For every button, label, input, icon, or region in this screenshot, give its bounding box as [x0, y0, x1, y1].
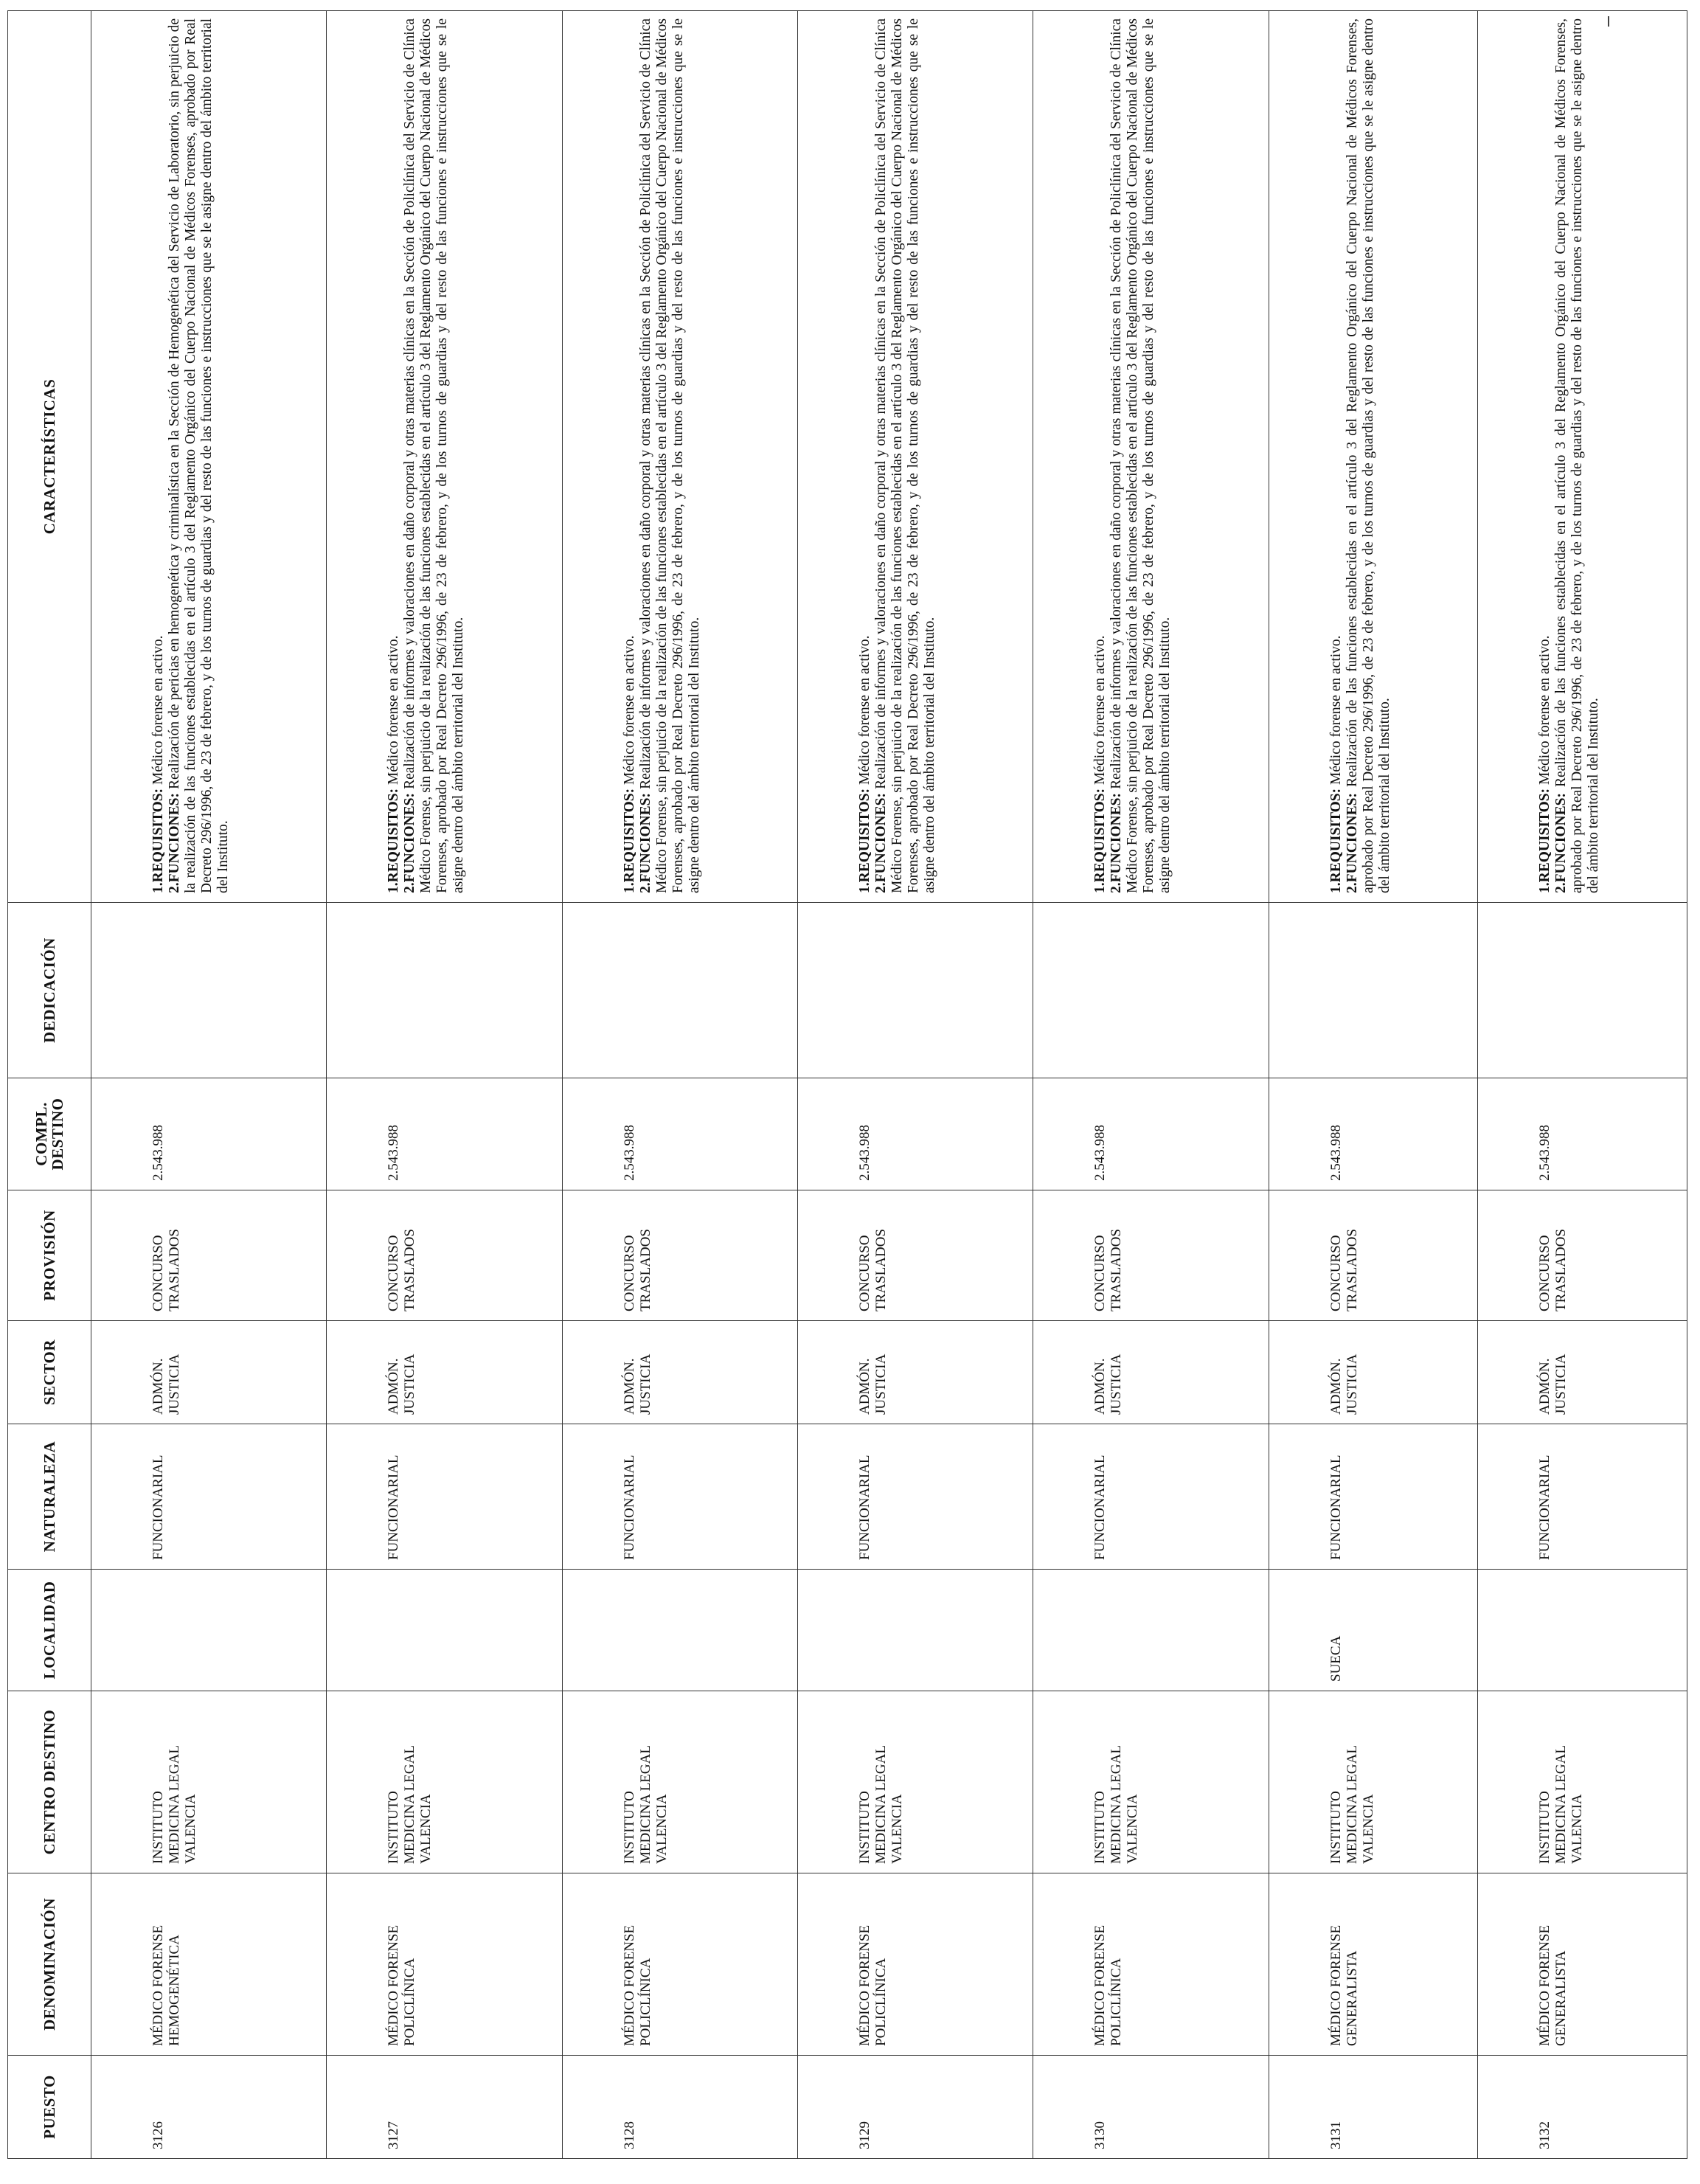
naturaleza-cell: FUNCIONARIAL [1033, 1424, 1269, 1570]
provision-cell: CONCURSO TRASLADOS [1478, 1190, 1687, 1321]
funciones-label: 2.FUNCIONES: [1553, 793, 1569, 893]
dedicacion-cell [797, 903, 1033, 1078]
dedicacion-cell [1033, 903, 1269, 1078]
dedicacion-cell [1269, 903, 1478, 1078]
provision-cell: CONCURSO TRASLADOS [797, 1190, 1033, 1321]
requisitos-label: 1.REQUISITOS: [1092, 788, 1109, 893]
compl-destino-cell: 2.543.988 [1033, 1078, 1269, 1190]
header-denominacion: DENOMINACIÓN [8, 1873, 91, 2056]
header-puesto: PUESTO [8, 2056, 91, 2159]
requisitos-label: 1.REQUISITOS: [1537, 788, 1553, 893]
centro-destino-cell: INSTITUTO MEDICINA LEGAL VALENCIA [327, 1691, 562, 1873]
localidad-cell [1478, 1570, 1687, 1691]
funciones-label: 2.FUNCIONES: [1344, 793, 1360, 893]
header-caracteristicas: CARACTERÍSTICAS [8, 11, 91, 903]
localidad-cell [327, 1570, 562, 1691]
header-dedicacion: DEDICACIÓN [8, 903, 91, 1078]
sector-cell: ADMÓN. JUSTICIA [797, 1321, 1033, 1424]
puesto-cell: 3129 [797, 2056, 1033, 2159]
funciones-text: Realización de informes y valoraciones en daño corporal y otras materias clínicas en la Sección de Policlínica del Servicio de Clínica Médico Forense, sin perjuicio de la realización de las funciones establecidas en el artículo 3 del Reglamento Orgánico del Cuerpo Nacional de Médicos Forenses, aprobado por Real Decreto 296/1996, de 23 de febrero, y de los turnos de guardias y del resto de las funciones e instrucciones que se le asigne dentro del ámbito territorial del Instituto. [872, 18, 937, 893]
sector-cell: ADMÓN. JUSTICIA [1033, 1321, 1269, 1424]
job-positions-table [7, 10, 1687, 2159]
requisitos-line [1328, 18, 1345, 893]
table-row [1269, 11, 1478, 2159]
funciones-text: Realización de las funciones establecidas en el artículo 3 del Reglamento Orgánico del Cuerpo Nacional de Médicos Forenses, aprobado por Real Decreto 296/1996, de 23 de febrero, y de los turnos de guardias y del resto de las funciones e instrucciones que se le asigne dentro del ámbito territorial del Instituto. [1553, 18, 1602, 893]
dedicacion-cell [91, 903, 327, 1078]
localidad-cell [797, 1570, 1033, 1691]
requisitos-text: Médico forense en activo. [621, 635, 637, 788]
caracteristicas-cell [1478, 11, 1687, 903]
header-localidad: LOCALIDAD [8, 1570, 91, 1691]
centro-destino-cell: INSTITUTO MEDICINA LEGAL VALENCIA [562, 1691, 797, 1873]
denominacion-cell: MÉDICO FORENSE POLICLÍNICA [327, 1873, 562, 2056]
puesto-cell: 3126 [91, 2056, 327, 2159]
funciones-label: 2.FUNCIONES: [402, 793, 418, 893]
funciones-label: 2.FUNCIONES: [167, 793, 182, 893]
provision-cell: CONCURSO TRASLADOS [327, 1190, 562, 1321]
funciones-label: 2.FUNCIONES: [872, 793, 889, 893]
sector-cell: ADMÓN. JUSTICIA [327, 1321, 562, 1424]
funciones-text: Realización de informes y valoraciones en daño corporal y otras materias clínicas en la Sección de Policlínica del Servicio de Clínica Médico Forense, sin perjuicio de la realización de las funciones establecidas en el artículo 3 del Reglamento Orgánico del Cuerpo Nacional de Médicos Forenses, aprobado por Real Decreto 296/1996, de 23 de febrero, y de los turnos de guardias y del resto de las funciones e instrucciones que se le asigne dentro del ámbito territorial del Instituto. [402, 18, 467, 893]
requisitos-line [150, 18, 167, 893]
requisitos-label: 1.REQUISITOS: [150, 788, 166, 893]
centro-destino-cell: INSTITUTO MEDICINA LEGAL VALENCIA [1269, 1691, 1478, 1873]
requisitos-label: 1.REQUISITOS: [621, 788, 637, 893]
localidad-cell [1033, 1570, 1269, 1691]
requisitos-line [386, 18, 402, 893]
requisitos-label: 1.REQUISITOS: [856, 788, 872, 893]
localidad-cell [91, 1570, 327, 1691]
requisitos-text: Médico forense en activo. [1537, 635, 1553, 788]
requisitos-line [622, 18, 638, 893]
naturaleza-cell: FUNCIONARIAL [562, 1424, 797, 1570]
caracteristicas-cell [327, 11, 562, 903]
compl-destino-cell: 2.543.988 [1478, 1078, 1687, 1190]
requisitos-label: 1.REQUISITOS: [1328, 788, 1344, 893]
funciones-text: Realización de las funciones establecidas en el artículo 3 del Reglamento Orgánico del Cuerpo Nacional de Médicos Forenses, aprobado por Real Decreto 296/1996, de 23 de febrero, y de los turnos de guardias y del resto de las funciones e instrucciones que se le asigne dentro del ámbito territorial del Instituto. [1344, 18, 1392, 893]
funciones-text: Realización de informes y valoraciones en daño corporal y otras materias clínicas en la Sección de Policlínica del Servicio de Clínica Médico Forense, sin perjuicio de la realización de las funciones establecidas en el artículo 3 del Reglamento Orgánico del Cuerpo Nacional de Médicos Forenses, aprobado por Real Decreto 296/1996, de 23 de febrero, y de los turnos de guardias y del resto de las funciones e instrucciones que se le asigne dentro del ámbito territorial del Instituto. [637, 18, 702, 893]
margin-mark [1608, 16, 1609, 27]
naturaleza-cell: FUNCIONARIAL [1269, 1424, 1478, 1570]
dedicacion-cell [562, 903, 797, 1078]
compl-destino-cell: 2.543.988 [327, 1078, 562, 1190]
funciones-label: 2.FUNCIONES: [1109, 793, 1125, 893]
centro-destino-cell: INSTITUTO MEDICINA LEGAL VALENCIA [91, 1691, 327, 1873]
table-row [1478, 11, 1687, 2159]
puesto-cell: 3128 [562, 2056, 797, 2159]
denominacion-cell: MÉDICO FORENSE GENERALISTA [1269, 1873, 1478, 2056]
table-row [1033, 11, 1269, 2159]
funciones-line [1553, 18, 1602, 893]
requisitos-text: Médico forense en activo. [1092, 635, 1109, 788]
header-row [8, 11, 91, 2159]
header-compl-destino: COMPL. DESTINO [8, 1078, 91, 1190]
header-sector: SECTOR [8, 1321, 91, 1424]
sector-cell: ADMÓN. JUSTICIA [1478, 1321, 1687, 1424]
funciones-label: 2.FUNCIONES: [637, 793, 653, 893]
puesto-cell: 3131 [1269, 2056, 1478, 2159]
table-body [91, 11, 1687, 2159]
sector-cell: ADMÓN. JUSTICIA [1269, 1321, 1478, 1424]
denominacion-cell: MÉDICO FORENSE GENERALISTA [1478, 1873, 1687, 2056]
provision-cell: CONCURSO TRASLADOS [91, 1190, 327, 1321]
naturaleza-cell: FUNCIONARIAL [1478, 1424, 1687, 1570]
naturaleza-cell: FUNCIONARIAL [91, 1424, 327, 1570]
denominacion-cell: MÉDICO FORENSE POLICLÍNICA [797, 1873, 1033, 2056]
compl-destino-cell: 2.543.988 [91, 1078, 327, 1190]
centro-destino-cell: INSTITUTO MEDICINA LEGAL VALENCIA [1033, 1691, 1269, 1873]
funciones-line [638, 18, 703, 893]
table-row [91, 11, 327, 2159]
requisitos-text: Médico forense en activo. [1328, 635, 1344, 788]
denominacion-cell: MÉDICO FORENSE POLICLÍNICA [562, 1873, 797, 2056]
header-provision: PROVISIÓN [8, 1190, 91, 1321]
provision-cell: CONCURSO TRASLADOS [1269, 1190, 1478, 1321]
denominacion-cell: MÉDICO FORENSE HEMOGENÉTICA [91, 1873, 327, 2056]
funciones-line [1345, 18, 1393, 893]
compl-destino-cell: 2.543.988 [797, 1078, 1033, 1190]
table-row [327, 11, 562, 2159]
funciones-line [873, 18, 938, 893]
requisitos-line [857, 18, 873, 893]
funciones-line [402, 18, 467, 893]
requisitos-line [1092, 18, 1109, 893]
naturaleza-cell: FUNCIONARIAL [797, 1424, 1033, 1570]
localidad-cell [562, 1570, 797, 1691]
table-row [797, 11, 1033, 2159]
funciones-text: Realización de informes y valoraciones en daño corporal y otras materias clínicas en la Sección de Policlínica del Servicio de Clínica Médico Forense, sin perjuicio de la realización de las funciones establecidas en el artículo 3 del Reglamento Orgánico del Cuerpo Nacional de Médicos Forenses, aprobado por Real Decreto 296/1996, de 23 de febrero, y de los turnos de guardias y del resto de las funciones e instrucciones que se le asigne dentro del ámbito territorial del Instituto. [1109, 18, 1173, 893]
provision-cell: CONCURSO TRASLADOS [562, 1190, 797, 1321]
compl-destino-cell: 2.543.988 [562, 1078, 797, 1190]
puesto-cell: 3130 [1033, 2056, 1269, 2159]
naturaleza-cell: FUNCIONARIAL [327, 1424, 562, 1570]
puesto-cell: 3127 [327, 2056, 562, 2159]
sector-cell: ADMÓN. JUSTICIA [91, 1321, 327, 1424]
requisitos-label: 1.REQUISITOS: [386, 788, 402, 893]
provision-cell: CONCURSO TRASLADOS [1033, 1190, 1269, 1321]
requisitos-text: Médico forense en activo. [386, 635, 402, 788]
caracteristicas-cell [797, 11, 1033, 903]
denominacion-cell: MÉDICO FORENSE POLICLÍNICA [1033, 1873, 1269, 2056]
dedicacion-cell [1478, 903, 1687, 1078]
requisitos-text: Médico forense en activo. [150, 635, 166, 788]
funciones-line [1109, 18, 1173, 893]
caracteristicas-cell [91, 11, 327, 903]
header-centro-destino: CENTRO DESTINO [8, 1691, 91, 1873]
centro-destino-cell: INSTITUTO MEDICINA LEGAL VALENCIA [797, 1691, 1033, 1873]
caracteristicas-cell [562, 11, 797, 903]
requisitos-line [1537, 18, 1553, 893]
localidad-cell: SUECA [1269, 1570, 1478, 1691]
requisitos-text: Médico forense en activo. [856, 635, 872, 788]
funciones-line [167, 18, 232, 893]
compl-destino-cell: 2.543.988 [1269, 1078, 1478, 1190]
centro-destino-cell: INSTITUTO MEDICINA LEGAL VALENCIA [1478, 1691, 1687, 1873]
sector-cell: ADMÓN. JUSTICIA [562, 1321, 797, 1424]
dedicacion-cell [327, 903, 562, 1078]
puesto-cell: 3132 [1478, 2056, 1687, 2159]
header-naturaleza: NATURALEZA [8, 1424, 91, 1570]
caracteristicas-cell [1033, 11, 1269, 903]
table-row [562, 11, 797, 2159]
funciones-text: Realización de pericias en hemogenética y criminalística en la Sección de Hemogenética del Servicio de Laboratorio, sin perjuicio de la realización de las funciones establecidas en el artículo 3 del Reglamento Orgánico del Cuerpo Nacional de Médicos Forenses, aprobado por Real Decreto 296/1996, de 23 de febrero, y de los turnos de guardias y del resto de las funciones e instrucciones que se le asigne dentro del ámbito territorial del Instituto. [167, 18, 231, 893]
caracteristicas-cell [1269, 11, 1478, 903]
